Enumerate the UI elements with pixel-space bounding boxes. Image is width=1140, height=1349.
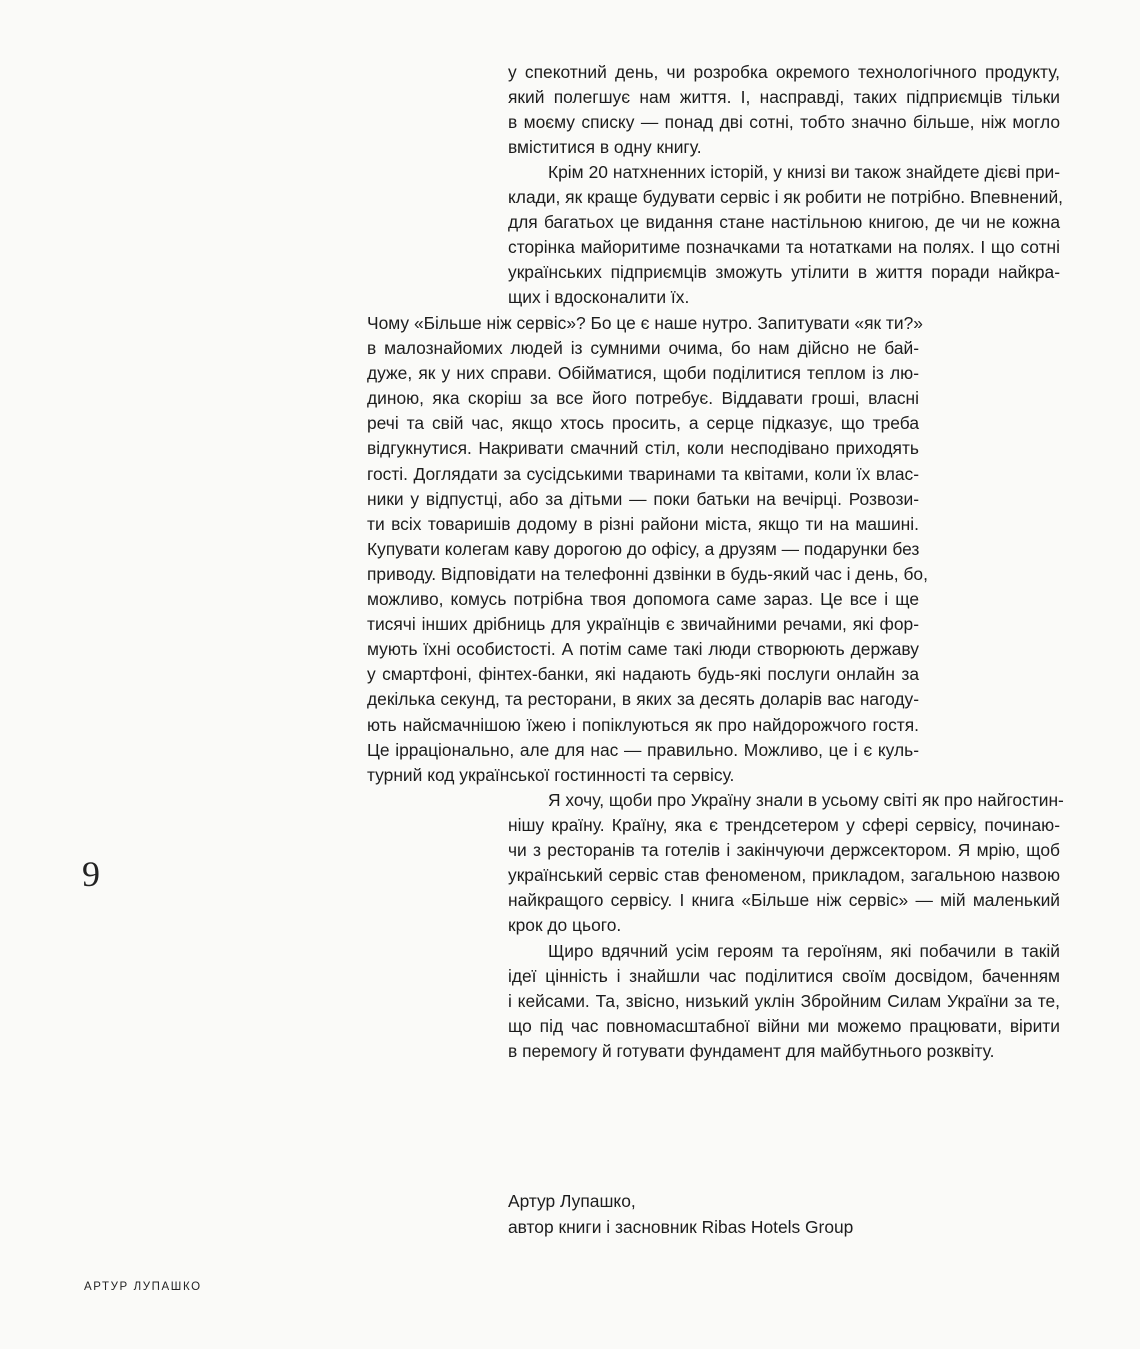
text-line: у спекотний день, чи розробка окремого технологічного продукту, xyxy=(508,62,1060,82)
text-line: найкращого сервісу. І книга «Більше ніж сервіс» — мій маленький xyxy=(508,890,1060,911)
text-line: Крім 20 натхненних історій, у книзі ви також знайдете дієві при- xyxy=(548,162,1060,182)
text-line: чи з ресторанів та готелів і закінчуючи держсектором. Я мрію, щоб xyxy=(508,840,1060,861)
text-line: крок до цього. xyxy=(508,915,622,936)
text-line: нішу країну. Країну, яка є трендсетером у сфері сервісу, починаю- xyxy=(508,815,1060,836)
text-line: в малознайомих людей із сумними очима, бо нам дійсно не бай- xyxy=(367,338,919,359)
page-number: 9 xyxy=(82,854,100,894)
text-line: турний код української гостинності та сервісу. xyxy=(367,764,735,785)
signature-name: Артур Лупашко, xyxy=(508,1191,636,1211)
signature-role: автор книги і засновник Ribas Hotels Group xyxy=(508,1217,854,1237)
text-line: сторінка майоритиме позначками та нотатками на полях. І що сотні xyxy=(508,237,1060,258)
text-line: декілька секунд, та ресторани, в яких за десять доларів вас нагоду- xyxy=(367,689,919,710)
text-line: диною, яка скоріш за все його потребує. Віддавати гроші, власні xyxy=(367,388,919,409)
text-line: можливо, комусь потрібна твоя допомога саме зараз. Це все і ще xyxy=(367,589,919,610)
text-line: клади, як краще будувати сервіс і як робити не потрібно. Впевнений, xyxy=(508,187,1063,208)
paragraph-examples xyxy=(508,160,1063,311)
running-footer: АРТУР ЛУПАШКО xyxy=(84,1281,202,1293)
paragraph-continuation xyxy=(508,60,1060,160)
signature xyxy=(508,1188,853,1240)
text-line: і кейсами. Та, звісно, низький уклін Збройним Силам України за те, xyxy=(508,991,1060,1012)
text-line: ідеї цінність і знайшли час поділитися своїм досвідом, баченням xyxy=(508,966,1060,987)
text-line: щих і вдосконалити їх. xyxy=(508,287,690,308)
text-line: в перемогу й готувати фундамент для майбутнього розквіту. xyxy=(508,1041,995,1062)
text-line: для багатьох це видання стане настільною книгою, де чи не кожна xyxy=(508,212,1060,233)
text-line: гості. Доглядати за сусідськими тваринами та квітами, коли їх влас- xyxy=(367,463,919,484)
text-line: речі та свій час, якщо хтось просить, а серце підказує, що треба xyxy=(367,413,919,434)
text-line: який полегшує нам життя. І, насправді, таких підприємців тільки xyxy=(508,87,1060,108)
text-line: мують їхні особистості. А потім саме такі люди створюють державу xyxy=(367,639,919,660)
text-line: ють найсмачнішою їжею і попіклуються як про найдорожчого гостя. xyxy=(367,714,919,735)
text-line: приводу. Відповідати на телефонні дзвінки в будь-який час і день, бо, xyxy=(367,563,928,584)
text-line: вміститися в одну книгу. xyxy=(508,137,702,158)
text-line: у смартфоні, фінтех-банки, які надають будь-які послуги онлайн за xyxy=(367,664,919,685)
text-line: Щиро вдячний усім героям та героїням, які побачили в такій xyxy=(548,941,1060,961)
text-line: український сервіс став феноменом, прикладом, загальною назвою xyxy=(508,865,1060,886)
text-line: дуже, як у них справи. Обійматися, щоби поділитися теплом із лю- xyxy=(367,363,919,384)
paragraph-why xyxy=(367,311,928,788)
text-line: Це ірраціонально, але для нас — правильно. Можливо, це і є куль- xyxy=(367,739,919,760)
text-line: в моєму списку — понад дві сотні, тобто значно більше, ніж могло xyxy=(508,112,1060,133)
text-line: Купувати колегам каву дорогою до офісу, а друзям — подарунки без xyxy=(367,538,920,559)
paragraph-thanks xyxy=(508,939,1060,1064)
text-line: Чому «Більше ніж сервіс»? Бо це є наше нутро. Запитувати «як ти?» xyxy=(367,313,923,333)
text-line: відгукнутися. Накривати смачний стіл, коли несподівано приходять xyxy=(367,438,919,459)
text-line: тисячі інших дрібниць для українців є звичайними речами, які фор- xyxy=(367,614,919,635)
text-line: ники у відпустці, або за дітьми — поки батьки на вечірці. Розвози- xyxy=(367,488,919,509)
paragraph-wish xyxy=(508,788,1064,939)
text-line: що під час повномасштабної війни ми можемо працювати, вірити xyxy=(508,1016,1060,1037)
text-line: Я хочу, щоби про Україну знали в усьому світі як про найгостин- xyxy=(548,790,1064,810)
text-line: українських підприємців зможуть утілити в життя поради найкра- xyxy=(508,262,1060,283)
text-line: ти всіх товаришів додому в різні райони міста, якщо ти на машині. xyxy=(367,513,919,534)
